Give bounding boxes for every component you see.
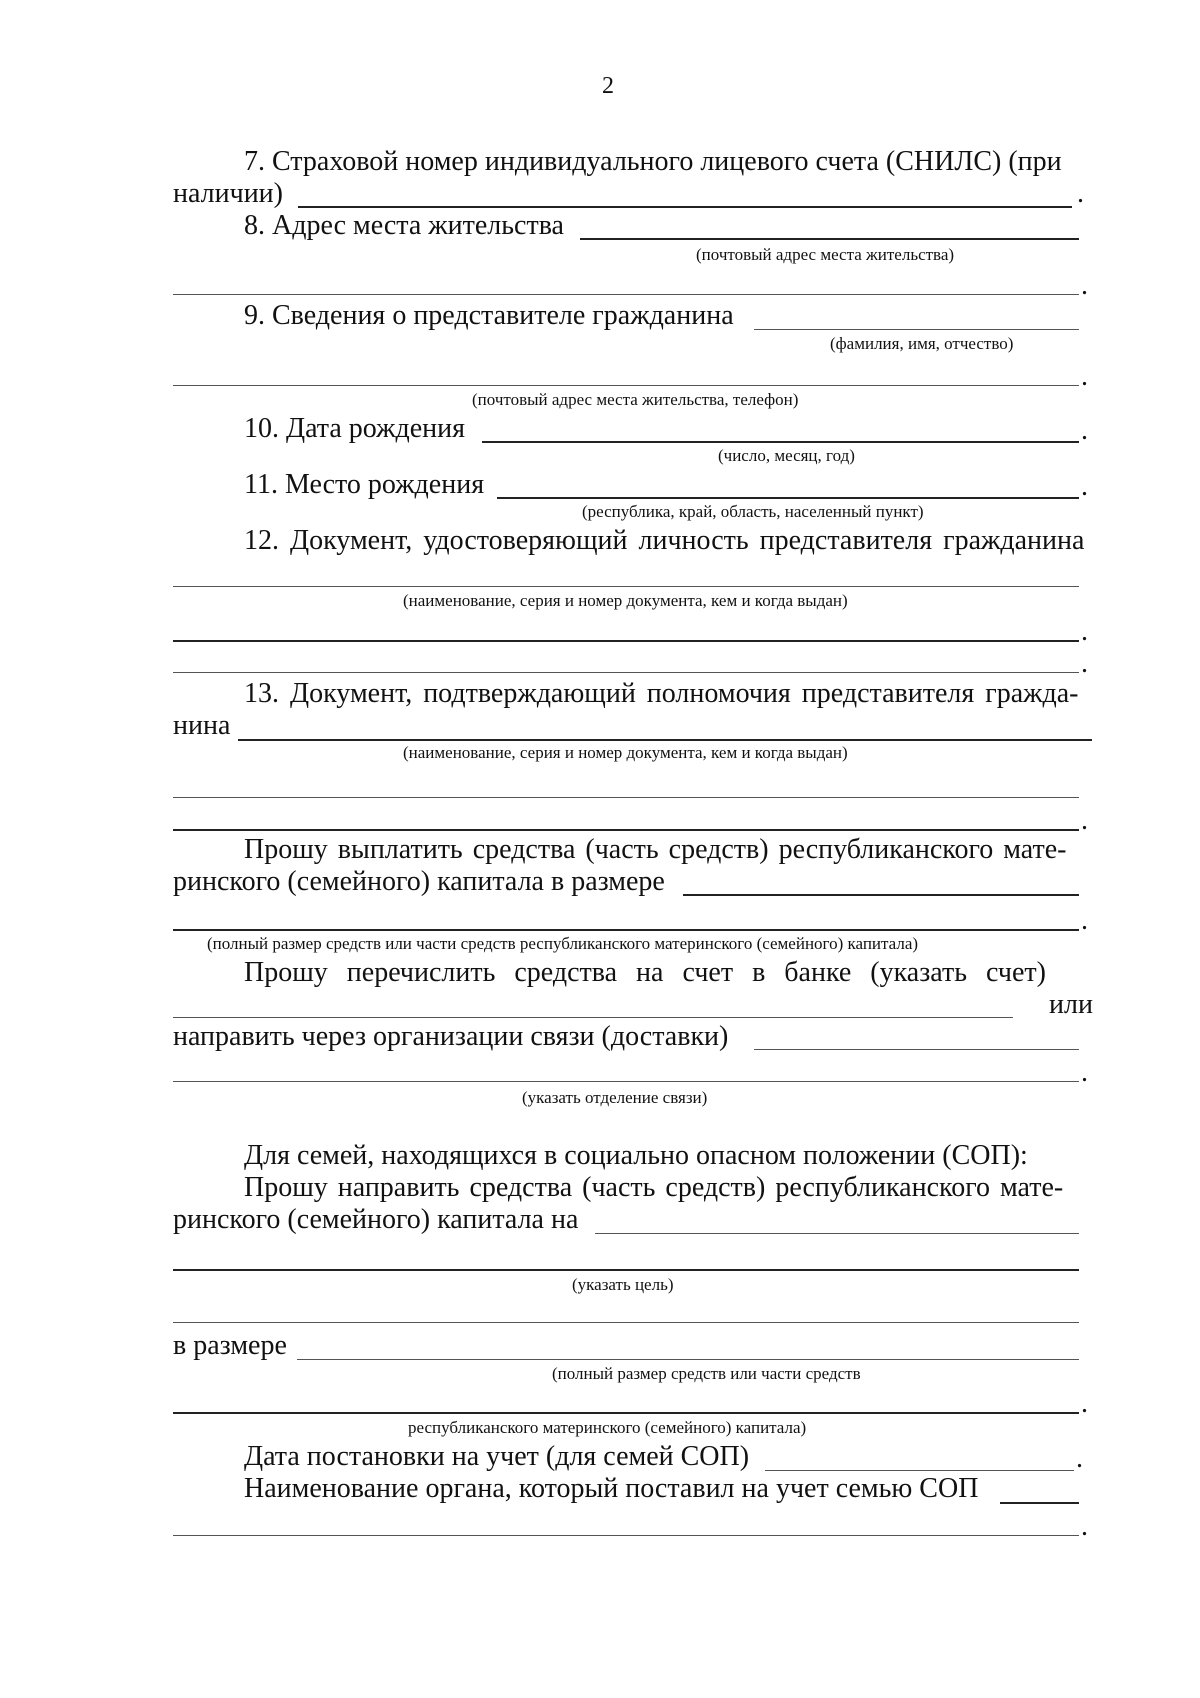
- item8-label: 8. Адрес места жительства: [244, 210, 564, 241]
- item9-label: 9. Сведения о представителе гражданина: [244, 300, 734, 331]
- sop-date-period: .: [1076, 1443, 1083, 1474]
- sop-amount-label: в размере: [173, 1330, 287, 1361]
- transfer-or-text: или: [1049, 989, 1093, 1020]
- sop-amount-caption-2: республиканского материнского (семейного) капитала): [408, 1418, 807, 1437]
- authority-document-field-line3[interactable]: [173, 829, 1079, 831]
- item12-label: 12. Документ, удостоверяющий личность представителя гражданина: [244, 525, 1085, 556]
- birth-place-field[interactable]: [497, 497, 1079, 499]
- sop-goal-field-line2[interactable]: [173, 1269, 1079, 1271]
- transfer-period: .: [1081, 1057, 1088, 1088]
- identity-document-field-line2[interactable]: [173, 640, 1079, 642]
- item9-period: .: [1081, 361, 1088, 392]
- sop-goal-field[interactable]: [595, 1233, 1079, 1234]
- birth-date-field[interactable]: [482, 441, 1079, 443]
- sop-organ-period: .: [1081, 1511, 1088, 1542]
- sop-organ-label: Наименование органа, который поставил на учет семью СОП: [244, 1473, 979, 1504]
- item10-period: .: [1081, 415, 1088, 446]
- page-number: 2: [602, 73, 614, 99]
- transfer-post-text: направить через организации связи (доставки): [173, 1021, 729, 1052]
- item7-period: .: [1077, 178, 1084, 209]
- sop-goal-field-line3[interactable]: [173, 1322, 1079, 1323]
- transfer-caption: (указать отделение связи): [522, 1088, 708, 1107]
- item11-caption: (республика, край, область, населенный пункт): [582, 502, 924, 521]
- sop-date-field[interactable]: [765, 1470, 1074, 1471]
- identity-document-field-line3[interactable]: [173, 672, 1079, 673]
- sop-date-label: Дата постановки на учет (для семей СОП): [244, 1441, 750, 1472]
- transfer-request-text: Прошу перечислить средства на счет в банке (указать счет): [244, 957, 1046, 988]
- sop-request-text: Прошу направить средства (часть средств) республиканского мате-: [244, 1172, 1064, 1203]
- sop-amount-period: .: [1081, 1388, 1088, 1419]
- payment-amount-field[interactable]: [683, 894, 1079, 896]
- sop-organ-field[interactable]: [1000, 1502, 1079, 1504]
- payment-amount-field-line2[interactable]: [173, 929, 1079, 931]
- item7-label-cont: наличии): [173, 178, 283, 209]
- representative-address-field[interactable]: [173, 385, 1079, 386]
- item9-caption-address: (почтовый адрес места жительства, телефон): [472, 390, 799, 409]
- sop-amount-caption-1: (полный размер средств или части средств: [552, 1364, 861, 1383]
- item8-period: .: [1081, 270, 1088, 301]
- item9-caption-name: (фамилия, имя, отчество): [830, 334, 1014, 353]
- post-office-field-line2[interactable]: [173, 1081, 1079, 1082]
- snils-field[interactable]: [298, 206, 1072, 208]
- address-field-line2[interactable]: [173, 294, 1079, 295]
- payment-request-text-cont: ринского (семейного) капитала в размере: [173, 866, 665, 897]
- post-office-field[interactable]: [754, 1049, 1079, 1050]
- item10-label: 10. Дата рождения: [244, 413, 465, 444]
- sop-amount-field[interactable]: [297, 1359, 1079, 1360]
- authority-document-field[interactable]: [238, 739, 1092, 741]
- payment-caption: (полный размер средств или части средств республиканского материнского (семейного) капитала): [207, 934, 919, 953]
- item13-period: .: [1081, 805, 1088, 836]
- item13-label: 13. Документ, подтверждающий полномочия представителя гражда-: [244, 678, 1079, 709]
- payment-period: .: [1081, 905, 1088, 936]
- sop-request-text-cont: ринского (семейного) капитала на: [173, 1204, 579, 1235]
- sop-organ-field-line2[interactable]: [173, 1535, 1079, 1536]
- item10-caption: (число, месяц, год): [718, 446, 855, 465]
- item12-period-2: .: [1081, 648, 1088, 679]
- item7-label: 7. Страховой номер индивидуального лицевого счета (СНИЛС) (при: [244, 146, 1062, 177]
- item13-label-cont: нина: [173, 710, 231, 741]
- item12-caption: (наименование, серия и номер документа, кем и когда выдан): [403, 591, 848, 610]
- item11-label: 11. Место рождения: [244, 469, 485, 500]
- item13-caption: (наименование, серия и номер документа, кем и когда выдан): [403, 743, 848, 762]
- payment-request-text: Прошу выплатить средства (часть средств) республиканского мате-: [244, 834, 1067, 865]
- sop-goal-caption: (указать цель): [572, 1275, 674, 1294]
- item8-caption: (почтовый адрес места жительства): [696, 245, 955, 264]
- item12-period-1: .: [1081, 616, 1088, 647]
- bank-account-field[interactable]: [173, 1017, 1013, 1018]
- authority-document-field-line2[interactable]: [173, 797, 1079, 798]
- address-field[interactable]: [580, 238, 1079, 240]
- sop-amount-field-line2[interactable]: [173, 1412, 1079, 1414]
- item11-period: .: [1081, 471, 1088, 502]
- representative-name-field[interactable]: [754, 329, 1079, 330]
- identity-document-field[interactable]: [173, 586, 1079, 587]
- sop-heading: Для семей, находящихся в социально опасном положении (СОП):: [244, 1140, 1028, 1171]
